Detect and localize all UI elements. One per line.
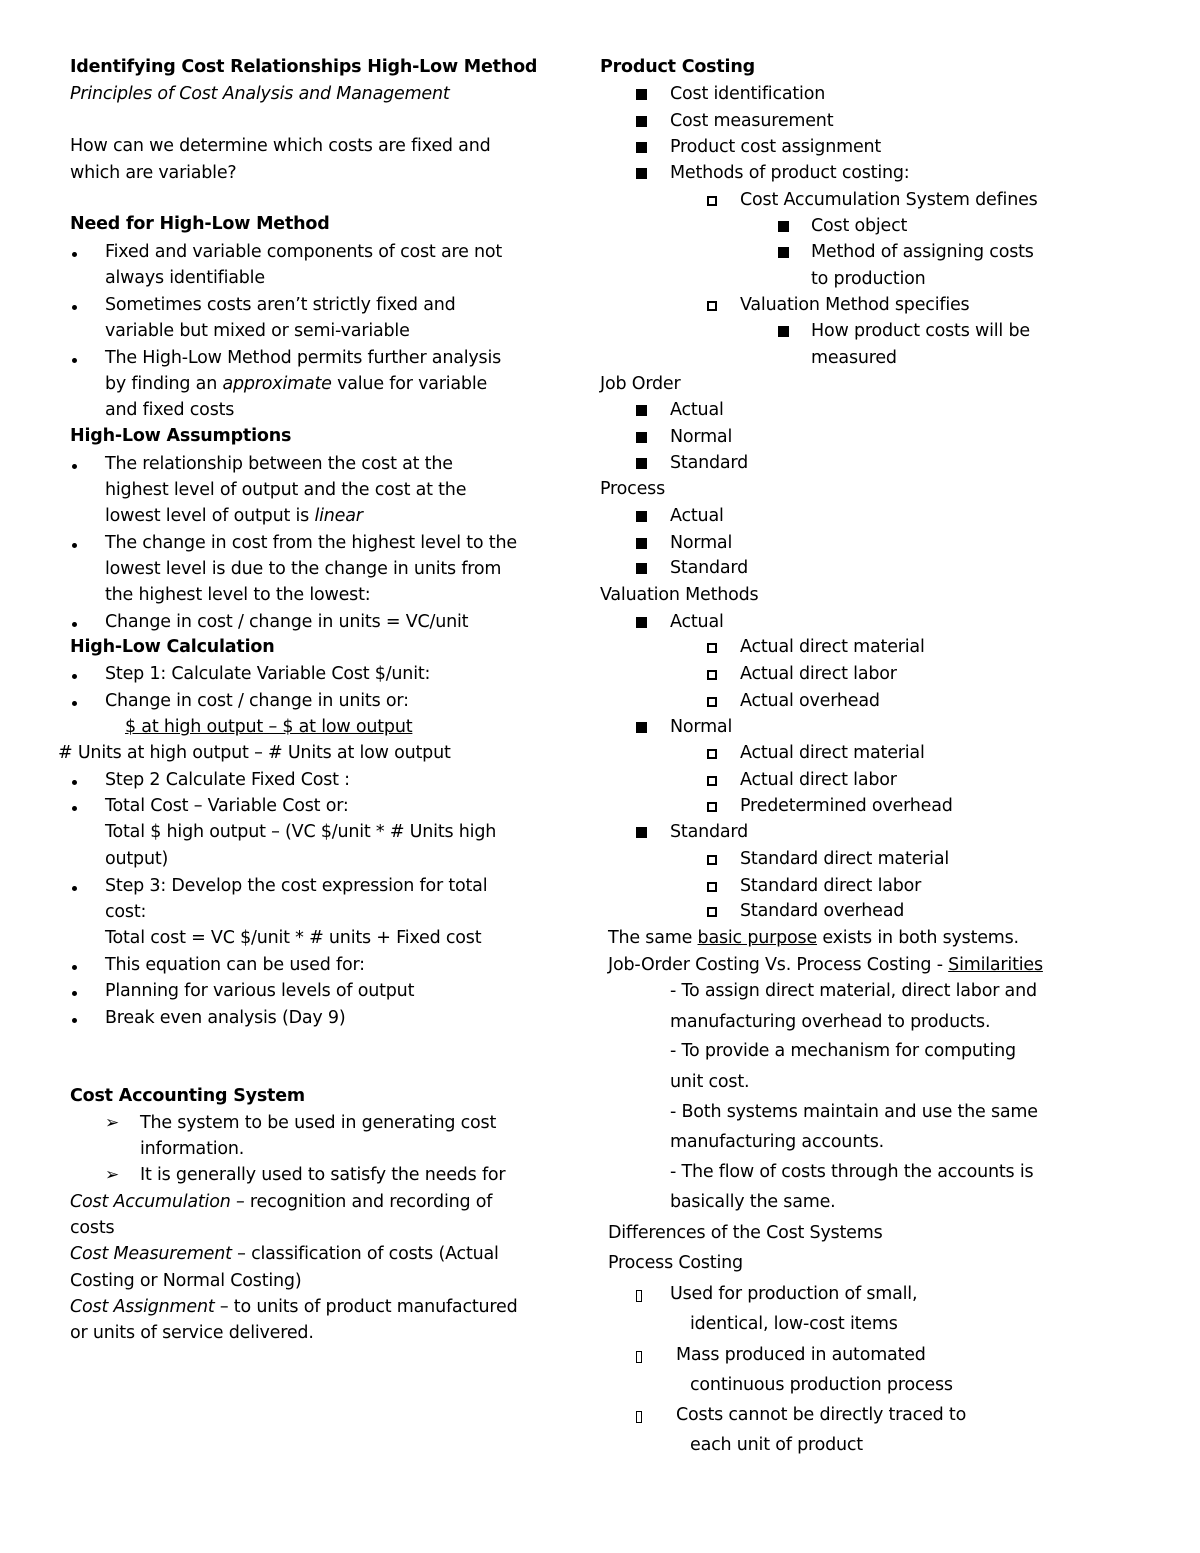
square-bullet-icon xyxy=(636,400,647,422)
bullet-icon xyxy=(72,769,77,791)
list-item: Predetermined overhead xyxy=(740,796,953,816)
checkbox-bullet-icon xyxy=(707,901,717,923)
checkbox-bullet-icon xyxy=(707,743,717,765)
similarity-item: - To provide a mechanism for computing xyxy=(670,1041,1016,1061)
bullet-icon xyxy=(72,453,77,475)
square-bullet-icon xyxy=(636,612,647,634)
square-bullet-icon xyxy=(636,84,647,106)
list-item: Break even analysis (Day 9) xyxy=(105,1008,346,1028)
list-item: Sometimes costs aren’t strictly fixed and xyxy=(105,295,456,315)
list-item: Method of assigning costs xyxy=(811,242,1034,262)
list-item: This equation can be used for: xyxy=(105,955,365,975)
square-bullet-icon xyxy=(636,453,647,475)
definition-text: Cost Measurement – classification of costs (Actual xyxy=(70,1244,499,1264)
section-heading: Need for High-Low Method xyxy=(70,214,330,234)
list-item: Cost identification xyxy=(670,84,826,104)
square-bullet-icon xyxy=(636,111,647,133)
question-text: How can we determine which costs are fixed and xyxy=(70,136,491,156)
list-item: Costs cannot be directly traced to xyxy=(676,1405,967,1425)
list-item: Standard xyxy=(670,822,749,842)
definition-text: costs xyxy=(70,1218,115,1238)
formula-numerator: $ at high output – $ at low output xyxy=(125,717,413,737)
list-item: Actual direct labor xyxy=(740,770,897,790)
square-bullet-icon xyxy=(636,427,647,449)
square-bullet-icon xyxy=(636,717,647,739)
square-bullet-icon xyxy=(636,163,647,185)
list-item: Used for production of small, xyxy=(670,1284,918,1304)
definition-text: Cost Assignment – to units of product manufactured xyxy=(70,1297,518,1317)
bullet-icon xyxy=(72,241,77,263)
section-heading: Product Costing xyxy=(600,57,755,77)
list-item: The relationship between the cost at the xyxy=(105,454,453,474)
definition-text: Cost Accumulation – recognition and recording of xyxy=(70,1192,493,1212)
square-bullet-icon xyxy=(636,506,647,528)
list-item: Actual direct material xyxy=(740,637,925,657)
list-item: Actual direct labor xyxy=(740,664,897,684)
subheading: Process xyxy=(600,479,665,499)
similarity-item: manufacturing overhead to products. xyxy=(670,1012,991,1032)
similarity-item: manufacturing accounts. xyxy=(670,1132,885,1152)
checkbox-bullet-icon xyxy=(707,849,717,871)
list-item: measured xyxy=(811,348,897,368)
list-item: The change in cost from the highest level to the xyxy=(105,533,517,553)
bullet-icon xyxy=(72,532,77,554)
bullet-icon xyxy=(72,875,77,897)
definition-text: or units of service delivered. xyxy=(70,1323,314,1343)
list-item: Methods of product costing: xyxy=(670,163,910,183)
list-item: always identifiable xyxy=(105,268,265,288)
list-item: Mass produced in automated xyxy=(676,1345,926,1365)
list-item: Actual xyxy=(670,400,724,420)
list-item: Actual xyxy=(670,612,724,632)
bullet-icon xyxy=(72,294,77,316)
similarity-item: - The flow of costs through the accounts is xyxy=(670,1162,1034,1182)
list-item: output) xyxy=(105,849,169,869)
list-item: by finding an approximate value for variable xyxy=(105,374,488,394)
arrow-bullet-icon: ➢ xyxy=(105,1165,120,1185)
square-bullet-icon xyxy=(778,216,789,238)
list-item: Standard direct material xyxy=(740,849,950,869)
list-item: Normal xyxy=(670,717,733,737)
list-item: the highest level to the lowest: xyxy=(105,585,371,605)
document-subtitle: Principles of Cost Analysis and Management xyxy=(70,84,450,104)
list-item: It is generally used to satisfy the needs for xyxy=(140,1165,506,1185)
bullet-icon xyxy=(72,954,77,976)
list-item: Step 2 Calculate Fixed Cost : xyxy=(105,770,350,790)
checkbox-bullet-icon xyxy=(707,691,717,713)
list-item: cost: xyxy=(105,902,147,922)
square-bullet-icon xyxy=(636,558,647,580)
list-item: Fixed and variable components of cost are not xyxy=(105,242,503,262)
placeholder-glyph-icon xyxy=(636,1407,642,1429)
similarity-item: - To assign direct material, direct labor and xyxy=(670,981,1037,1001)
arrow-bullet-icon: ➢ xyxy=(105,1113,120,1133)
list-item: continuous production process xyxy=(690,1375,953,1395)
subheading: Differences of the Cost Systems xyxy=(608,1223,883,1243)
formula-denominator: # Units at high output – # Units at low output xyxy=(58,743,451,763)
list-item: Change in cost / change in units or: xyxy=(105,691,409,711)
list-item: Actual xyxy=(670,506,724,526)
list-item: The High-Low Method permits further analysis xyxy=(105,348,502,368)
list-item: Cost measurement xyxy=(670,111,834,131)
checkbox-bullet-icon xyxy=(707,876,717,898)
list-item: each unit of product xyxy=(690,1435,863,1455)
paragraph-text: Job-Order Costing Vs. Process Costing - Similarities xyxy=(608,955,1043,975)
list-item: to production xyxy=(811,269,926,289)
section-heading: High-Low Assumptions xyxy=(70,426,292,446)
list-item: How product costs will be xyxy=(811,321,1030,341)
list-item: Normal xyxy=(670,427,733,447)
square-bullet-icon xyxy=(636,137,647,159)
list-item: Standard direct labor xyxy=(740,876,922,896)
list-item: Total cost = VC $/unit * # units + Fixed cost xyxy=(105,928,482,948)
bullet-icon xyxy=(72,1007,77,1029)
similarity-item: - Both systems maintain and use the same xyxy=(670,1102,1038,1122)
checkbox-bullet-icon xyxy=(707,295,717,317)
bullet-icon xyxy=(72,690,77,712)
square-bullet-icon xyxy=(778,321,789,343)
list-item: lowest level is due to the change in units from xyxy=(105,559,502,579)
list-item: highest level of output and the cost at the xyxy=(105,480,467,500)
list-item: Total $ high output – (VC $/unit * # Units high xyxy=(105,822,497,842)
subheading: Process Costing xyxy=(608,1253,743,1273)
bullet-icon xyxy=(72,663,77,685)
bullet-icon xyxy=(72,795,77,817)
question-text: which are variable? xyxy=(70,163,237,183)
subheading: Valuation Methods xyxy=(600,585,759,605)
square-bullet-icon xyxy=(778,242,789,264)
list-item: Total Cost – Variable Cost or: xyxy=(105,796,349,816)
bullet-icon xyxy=(72,347,77,369)
bullet-icon xyxy=(72,611,77,633)
bullet-icon xyxy=(72,980,77,1002)
list-item: Planning for various levels of output xyxy=(105,981,415,1001)
list-item: Standard overhead xyxy=(740,901,905,921)
list-item: Normal xyxy=(670,533,733,553)
section-heading: Cost Accounting System xyxy=(70,1086,305,1106)
list-item: Valuation Method specifies xyxy=(740,295,970,315)
checkbox-bullet-icon xyxy=(707,770,717,792)
document-title: Identifying Cost Relationships High-Low Method xyxy=(70,57,538,77)
list-item: Standard xyxy=(670,453,749,473)
placeholder-glyph-icon xyxy=(636,1347,642,1369)
checkbox-bullet-icon xyxy=(707,637,717,659)
square-bullet-icon xyxy=(636,533,647,555)
checkbox-bullet-icon xyxy=(707,190,717,212)
square-bullet-icon xyxy=(636,822,647,844)
list-item: identical, low-cost items xyxy=(690,1314,898,1334)
list-item: lowest level of output is linear xyxy=(105,506,363,526)
list-item: Cost object xyxy=(811,216,908,236)
list-item: Standard xyxy=(670,558,749,578)
list-item: and fixed costs xyxy=(105,400,235,420)
placeholder-glyph-icon xyxy=(636,1286,642,1308)
list-item: Change in cost / change in units = VC/unit xyxy=(105,612,469,632)
section-heading: High-Low Calculation xyxy=(70,637,275,657)
checkbox-bullet-icon xyxy=(707,796,717,818)
list-item: Actual direct material xyxy=(740,743,925,763)
list-item: Actual overhead xyxy=(740,691,880,711)
list-item: Step 3: Develop the cost expression for total xyxy=(105,876,488,896)
similarity-item: unit cost. xyxy=(670,1072,750,1092)
list-item: Product cost assignment xyxy=(670,137,882,157)
list-item: information. xyxy=(140,1139,245,1159)
definition-text: Costing or Normal Costing) xyxy=(70,1271,302,1291)
paragraph-text: The same basic purpose exists in both systems. xyxy=(608,928,1019,948)
list-item: Cost Accumulation System defines xyxy=(740,190,1038,210)
subheading: Job Order xyxy=(600,374,681,394)
list-item: variable but mixed or semi-variable xyxy=(105,321,410,341)
checkbox-bullet-icon xyxy=(707,664,717,686)
list-item: The system to be used in generating cost xyxy=(140,1113,497,1133)
similarity-item: basically the same. xyxy=(670,1192,836,1212)
list-item: Step 1: Calculate Variable Cost $/unit: xyxy=(105,664,431,684)
